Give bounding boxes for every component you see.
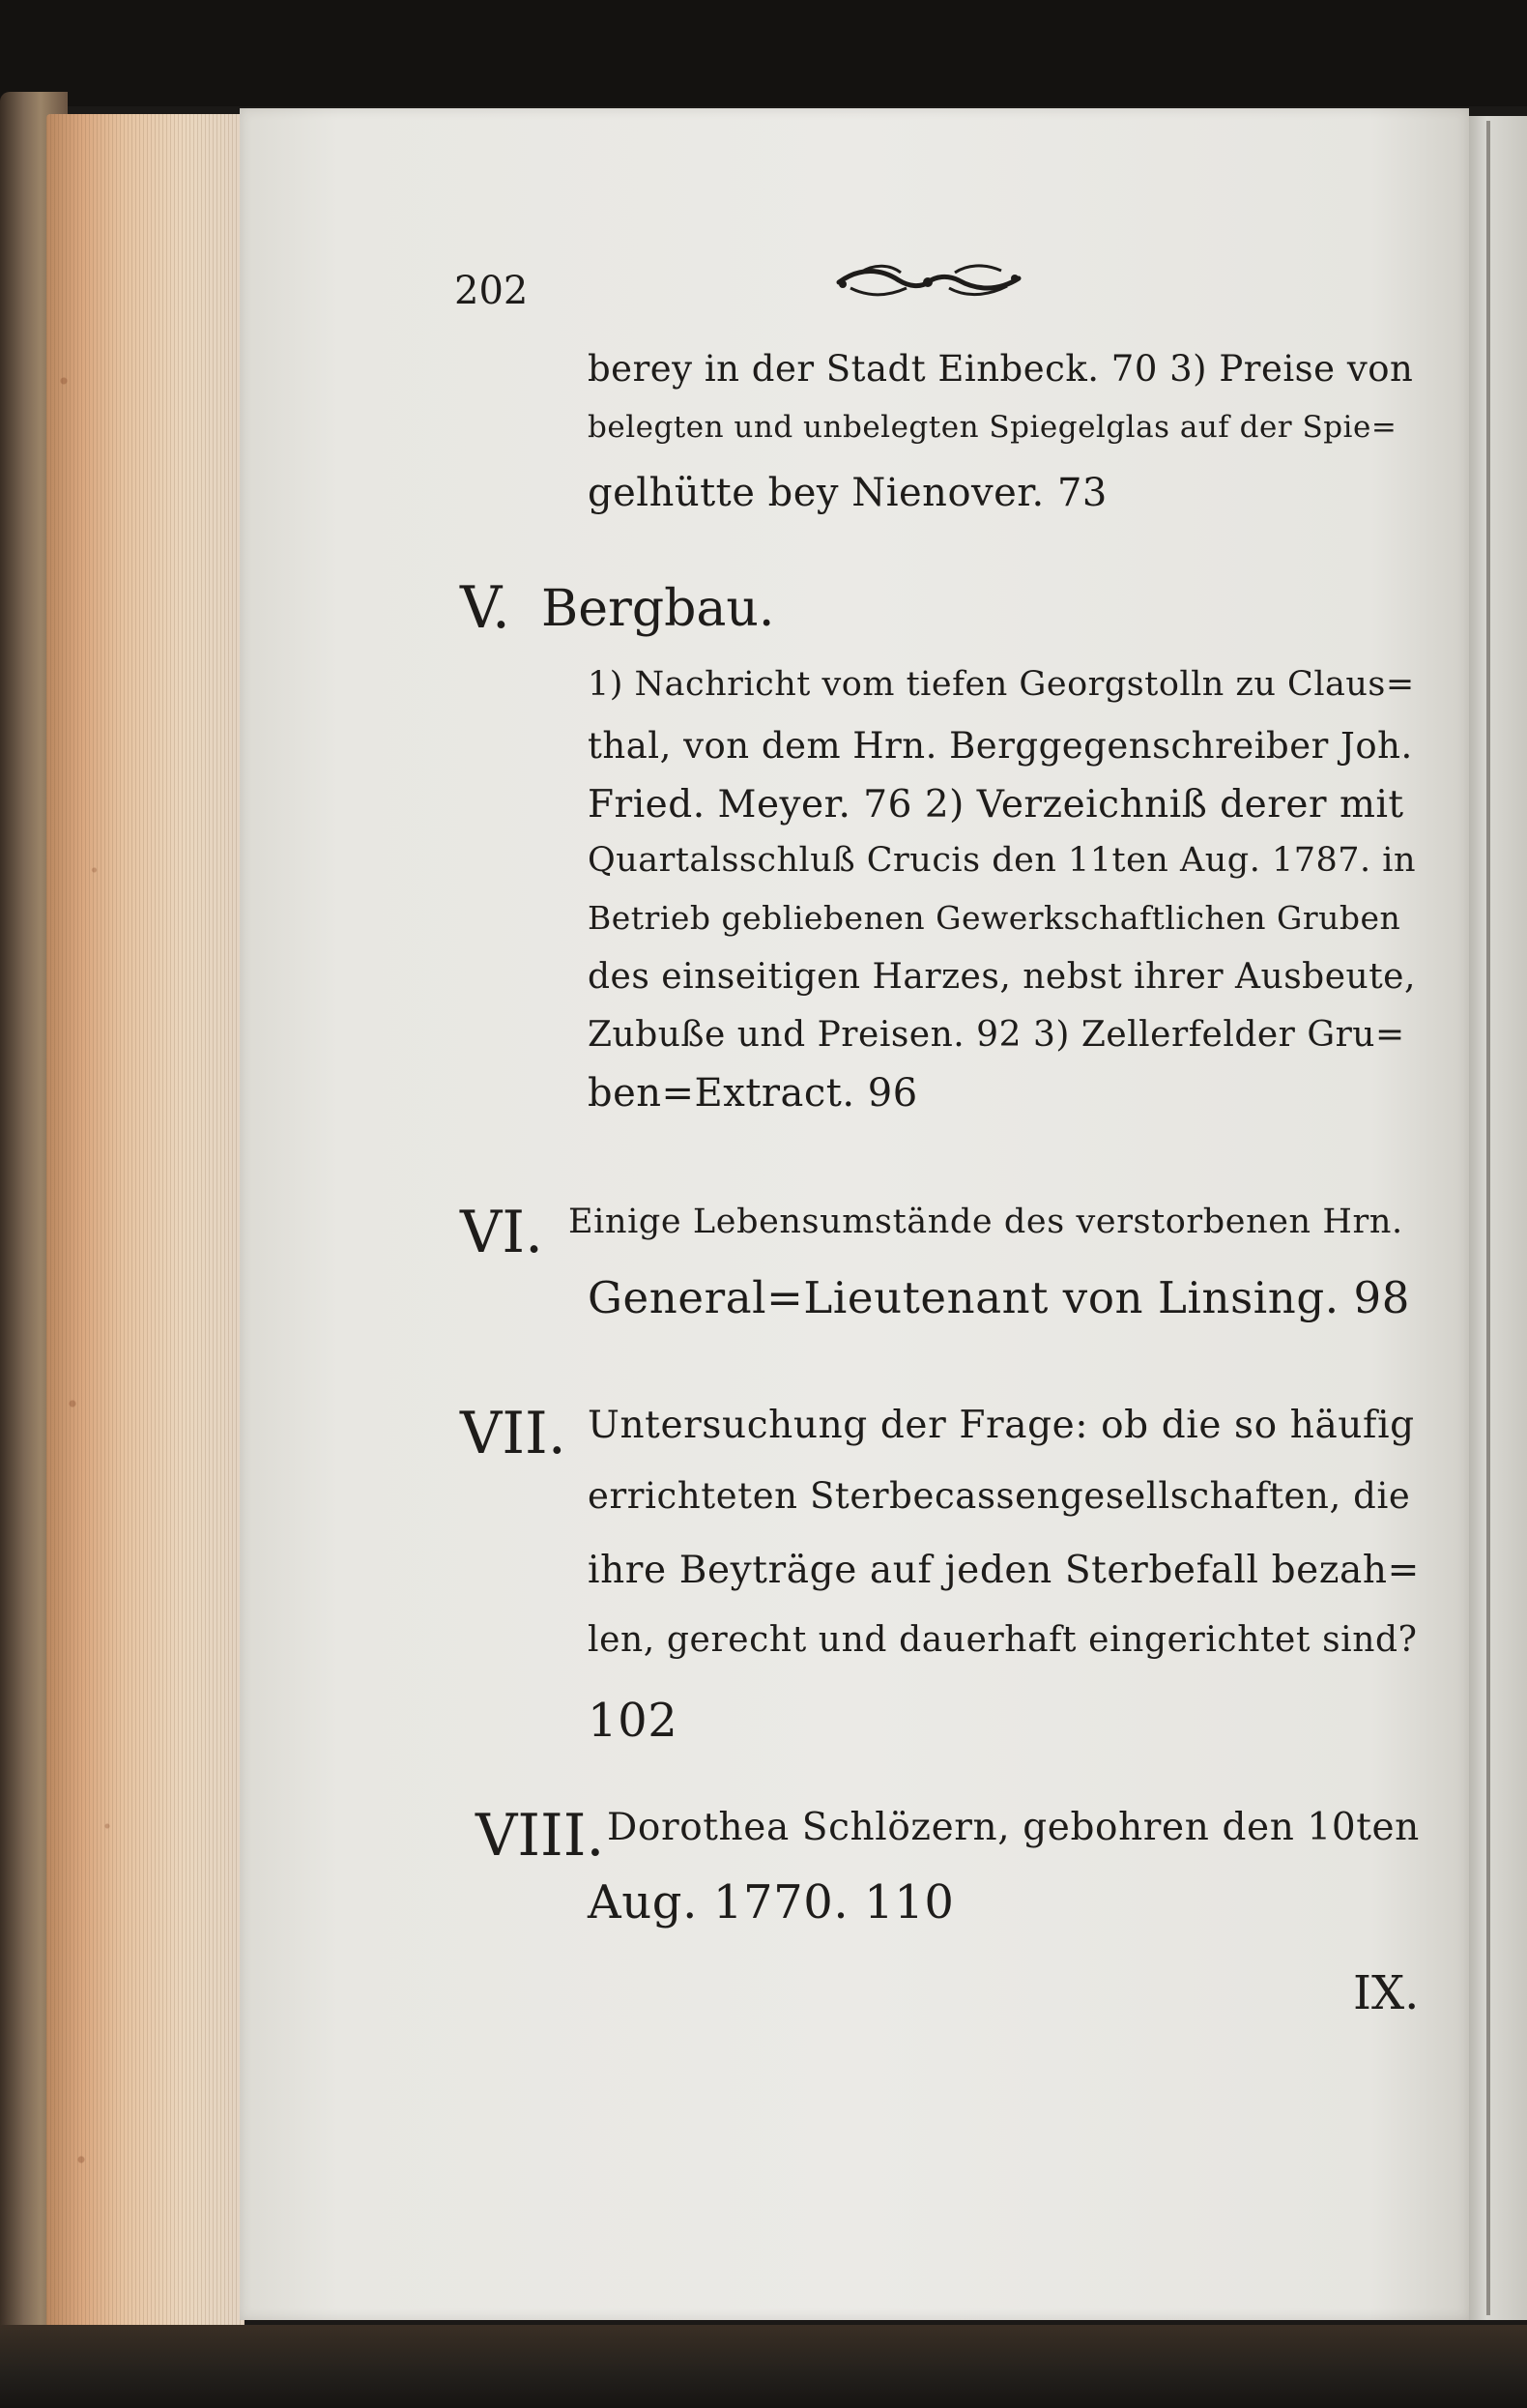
section-vii-line-5: 102 <box>588 1694 678 1748</box>
catchword: IX. <box>1353 1966 1420 2020</box>
section-v-line-4: Quartalsschluß Crucis den 11ten Aug. 1787. in <box>588 841 1416 880</box>
section-v-line-5: Betrieb gebliebenen Gewerkschaftlichen Gruben <box>588 899 1401 937</box>
section-vii-line-3: ihre Beyträge auf jeden Sterbefall bezah= <box>588 1549 1420 1592</box>
continuation-line-3: gelhütte bey Nienover. 73 <box>588 471 1108 515</box>
section-vi-numeral: VI. <box>460 1199 544 1266</box>
book-cover-bottom <box>0 2325 1527 2408</box>
section-v-numeral: V. <box>460 574 510 642</box>
section-v-line-2: thal, von dem Hrn. Berggegenschreiber Joh. <box>588 725 1413 767</box>
page-number: 202 <box>454 269 529 313</box>
continuation-line-2: belegten und unbelegten Spiegelglas auf der Spie= <box>588 410 1397 445</box>
section-viii-line-2: Aug. 1770. 110 <box>588 1875 955 1929</box>
foxing-spots <box>46 114 133 2337</box>
section-v-title: Bergbau. <box>541 580 775 638</box>
continuation-line-1: berey in der Stadt Einbeck. 70 3) Preise von <box>588 348 1414 390</box>
section-vii-line-4: len, gerecht und dauerhaft eingerichtet sind? <box>588 1620 1418 1660</box>
section-vii-line-2: errichteten Sterbecassengesellschaften, die <box>588 1475 1411 1517</box>
section-viii-line-1: Dorothea Schlözern, gebohren den 10ten <box>607 1806 1420 1849</box>
section-v-line-7: Zubuße und Preisen. 92 3) Zellerfelder Gru= <box>588 1015 1405 1055</box>
next-page-line <box>1486 121 1490 2315</box>
section-v-line-1: 1) Nachricht vom tiefen Georgstolln zu Claus= <box>588 665 1415 704</box>
section-v-line-8: ben=Extract. 96 <box>588 1071 918 1116</box>
section-v-line-3: Fried. Meyer. 76 2) Verzeichniß derer mit <box>588 783 1404 827</box>
section-viii-numeral: VIII. <box>475 1802 605 1870</box>
ornament-icon <box>831 259 1024 304</box>
section-vii-numeral: VII. <box>460 1400 566 1467</box>
section-vii-line-1: Untersuchung der Frage: ob die so häufig <box>588 1404 1415 1447</box>
next-page-edge <box>1469 116 1527 2320</box>
section-vi-line-2: General=Lieutenant von Linsing. 98 <box>588 1272 1411 1323</box>
background-top <box>0 0 1527 106</box>
section-vi-line-1: Einige Lebensumstände des verstorbenen Hrn. <box>568 1203 1403 1241</box>
section-v-line-6: des einseitigen Harzes, nebst ihrer Ausbeute, <box>588 957 1416 997</box>
